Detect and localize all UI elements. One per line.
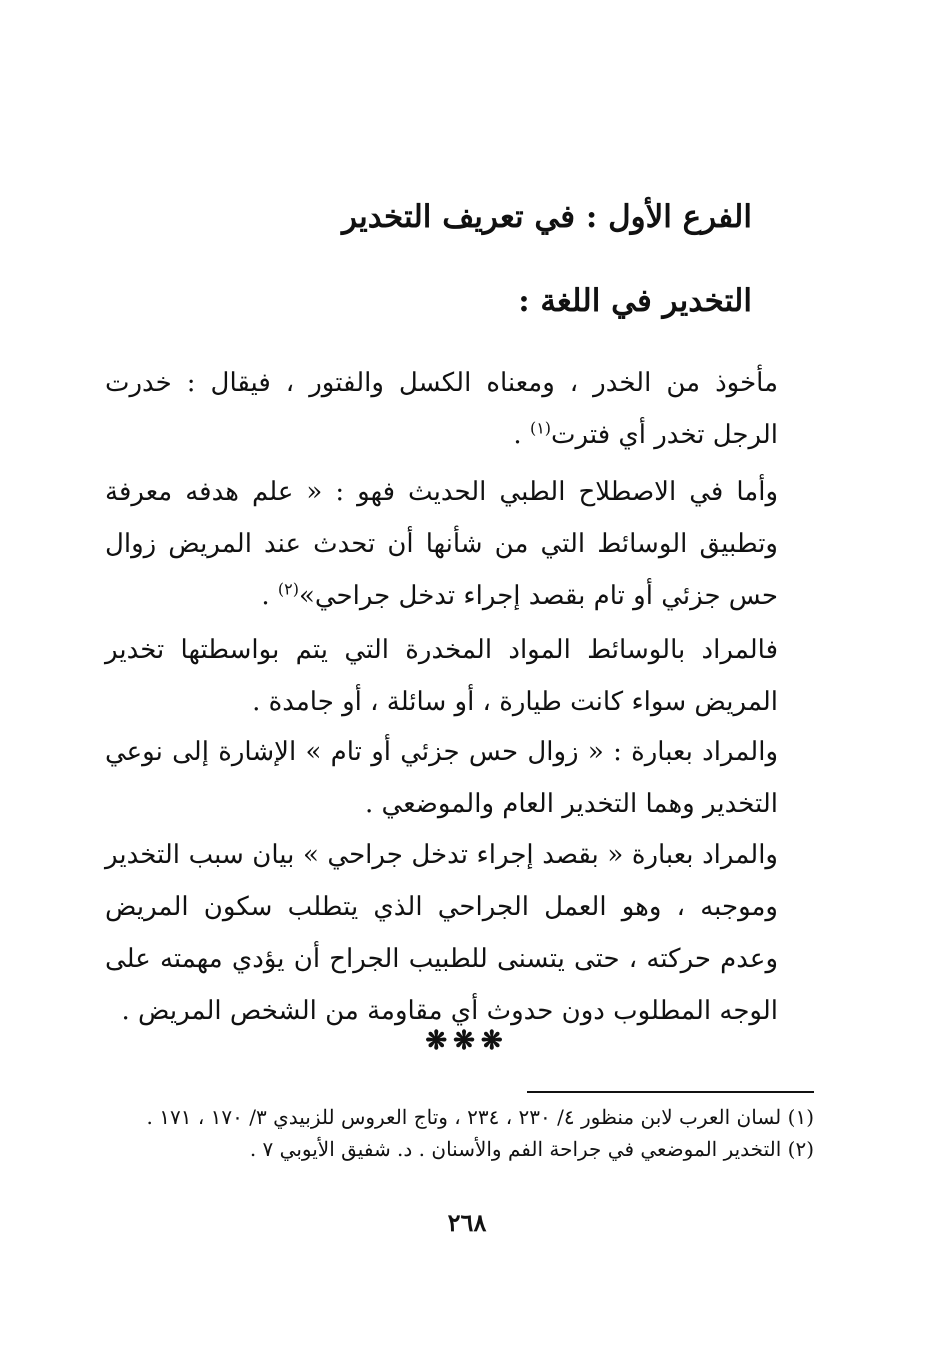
section-title: الفرع الأول : في تعريف التخدير [341,199,752,235]
paragraph-text: وأما في الاصطلاح الطبي الحديث فهو : « علم هدفه معرفة وتطبيق الوسائط التي من شأنها أن تحدث عند المريض زوال حس جزئي أو تام بقصد إجراء تدخل جراحي» [105,477,778,611]
paragraph-end: . [513,420,530,450]
footnotes [110,1101,814,1165]
footnote-1: (١) لسان العرب لابن منظور ٤/ ٢٣٠ ، ٢٣٤ ، وتاج العروس للزبيدي ٣/ ١٧٠ ، ١٧١ . [146,1105,814,1129]
paragraph-end: . [261,581,278,611]
subsection-title: التخدير في اللغة : [518,283,752,319]
footnote-reference: (٢) [277,579,299,599]
section-separator: ❋❋❋ [425,1026,509,1056]
footnote-reference: (١) [529,418,552,438]
footnote-divider [527,1091,814,1093]
page-number: ٢٦٨ [447,1208,487,1237]
paragraph-medical-definition [105,466,814,622]
paragraph-partial-total: والمراد بعبارة : « زوال حس جزئي أو تام » الإشارة إلى نوعي التخدير وهما التخدير العام والموضعي . [105,737,778,819]
footnote-2: (٢) التخدير الموضعي في جراحة الفم والأسنان . د. شفيق الأيوبي ٧ . [249,1137,814,1161]
paragraph-linguistic-definition [105,357,814,461]
paragraph-agents: فالمراد بالوسائط المواد المخدرة التي يتم بواسطتها تخدير المريض سواء كانت طيارة ، أو سائلة ، أو جامدة . [105,635,778,717]
paragraph-surgical-purpose: والمراد بعبارة « بقصد إجراء تدخل جراحي » بيان سبب التخدير وموجبه ، وهو العمل الجراحي الذي يتطلب سكون المريض وعدم حركته ، حتى يتسنى للطبيب الجراح أن يؤدي مهمته على الوجه المطلوب دون حدوث أي مقاومة من الشخص المريض . [105,840,778,1026]
paragraph-text: مأخوذ من الخدر ، ومعناه الكسل والفتور ، فيقال : خدرت الرجل تخدر أي فترت [105,368,778,450]
